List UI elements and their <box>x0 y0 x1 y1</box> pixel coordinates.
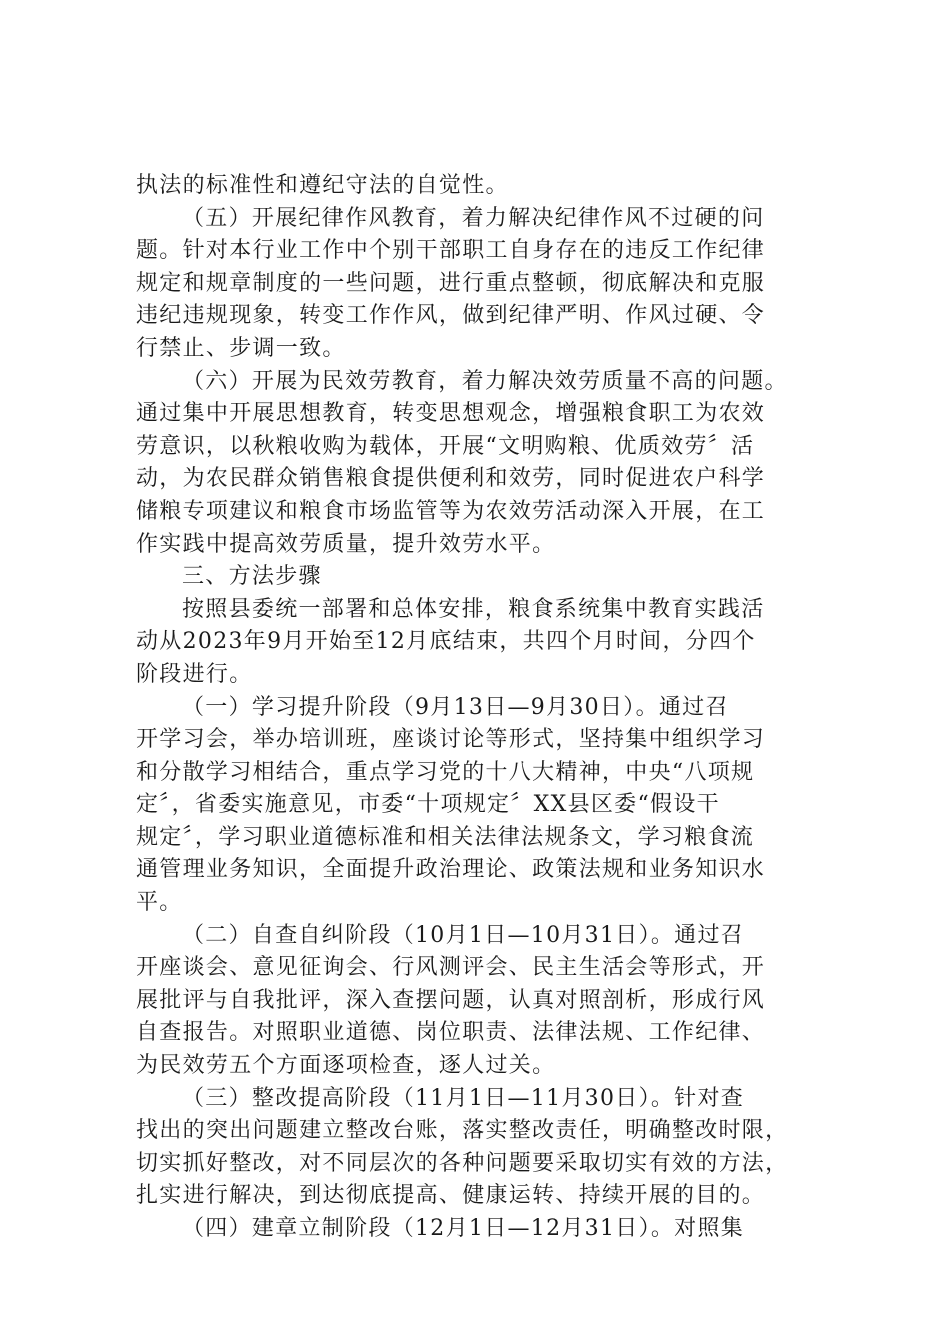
text-line: 切实抓好整改，对不同层次的各种问题要采取切实有效的方法， <box>136 1150 789 1176</box>
text-line: （五）开展纪律作风教育，着力解决纪律作风不过硬的问 <box>182 205 765 231</box>
text-line: （四）建章立制阶段（12月1日—12月31日）。对照集 <box>182 1216 745 1241</box>
text-line: 通过集中开展思想教育，转变思想观念，增强粮食职工为农效 <box>136 401 766 427</box>
text-line: 展批评与自我批评，深入查摆问题，认真对照剖析，形成行风 <box>136 987 766 1013</box>
text-line: （一）学习提升阶段（9月13日—9月30日）。通过召 <box>182 694 729 720</box>
text-line: 找出的突出问题建立整改台账，落实整改责任，明确整改时限， <box>136 1118 789 1144</box>
text-line: 动从2023年9月开始至12月底结束，共四个月时间，分四个 <box>136 629 756 655</box>
text-line: 执法的标准性和遵纪守法的自觉性。 <box>136 173 509 198</box>
text-line: 作实践中提高效劳质量，提升效劳水平。 <box>136 531 556 557</box>
text-line: 违纪违规现象，转变工作作风，做到纪律严明、作风过硬、令 <box>136 303 766 329</box>
text-line: 储粮专项建议和粮食市场监管等为农效劳活动深入开展，在工 <box>136 498 766 524</box>
text-line: 开学习会，举办培训班，座谈讨论等形式，坚持集中组织学习 <box>136 727 766 753</box>
text-line: 阶段进行。 <box>136 661 253 687</box>
text-line: 扎实进行解决，到达彻底提高、健康运转、持续开展的目的。 <box>136 1183 766 1209</box>
text-line: 通管理业务知识，全面提升政治理论、政策法规和业务知识水 <box>136 857 766 883</box>
text-line: 平。 <box>136 890 183 916</box>
text-line: 三、方法步骤 <box>182 564 322 590</box>
text-line: （三）整改提高阶段（11月1日—11月30日）。针对查 <box>182 1085 745 1111</box>
text-line: 行禁止、步调一致。 <box>136 335 346 361</box>
document-body <box>136 170 836 1246</box>
text-line: 动，为农民群众销售粮食提供便利和效劳，同时促进农户科学 <box>136 466 766 492</box>
text-line: 劳意识，以秋粮收购为载体，开展“文明购粮、优质效劳〞活 <box>136 433 755 459</box>
text-line: 为民效劳五个方面逐项检查，逐人过关。 <box>136 1053 556 1079</box>
text-line: 开座谈会、意见征询会、行风测评会、民主生活会等形式，开 <box>136 955 766 981</box>
text-line: 规定和规章制度的一些问题，进行重点整顿，彻底解决和克服 <box>136 270 766 296</box>
text-line: 自查报告。对照职业道德、岗位职责、法律法规、工作纪律、 <box>136 1020 766 1046</box>
text-line: 题。针对本行业工作中个别干部职工自身存在的违反工作纪律 <box>136 238 766 264</box>
text-line: 定〞，省委实施意见，市委“十项规定〞XX县区委“假设干 <box>136 792 720 818</box>
text-line: 和分散学习相结合，重点学习党的十八大精神，中央“八项规 <box>136 759 755 785</box>
text-line: （二）自查自纠阶段（10月1日—10月31日）。通过召 <box>182 922 745 948</box>
text-line: 按照县委统一部署和总体安排，粮食系统集中教育实践活 <box>182 596 765 622</box>
text-line: 规定〞，学习职业道德标准和相关法律法规条文，学习粮食流 <box>136 824 755 850</box>
text-line: （六）开展为民效劳教育，着力解决效劳质量不高的问题。 <box>182 368 788 394</box>
